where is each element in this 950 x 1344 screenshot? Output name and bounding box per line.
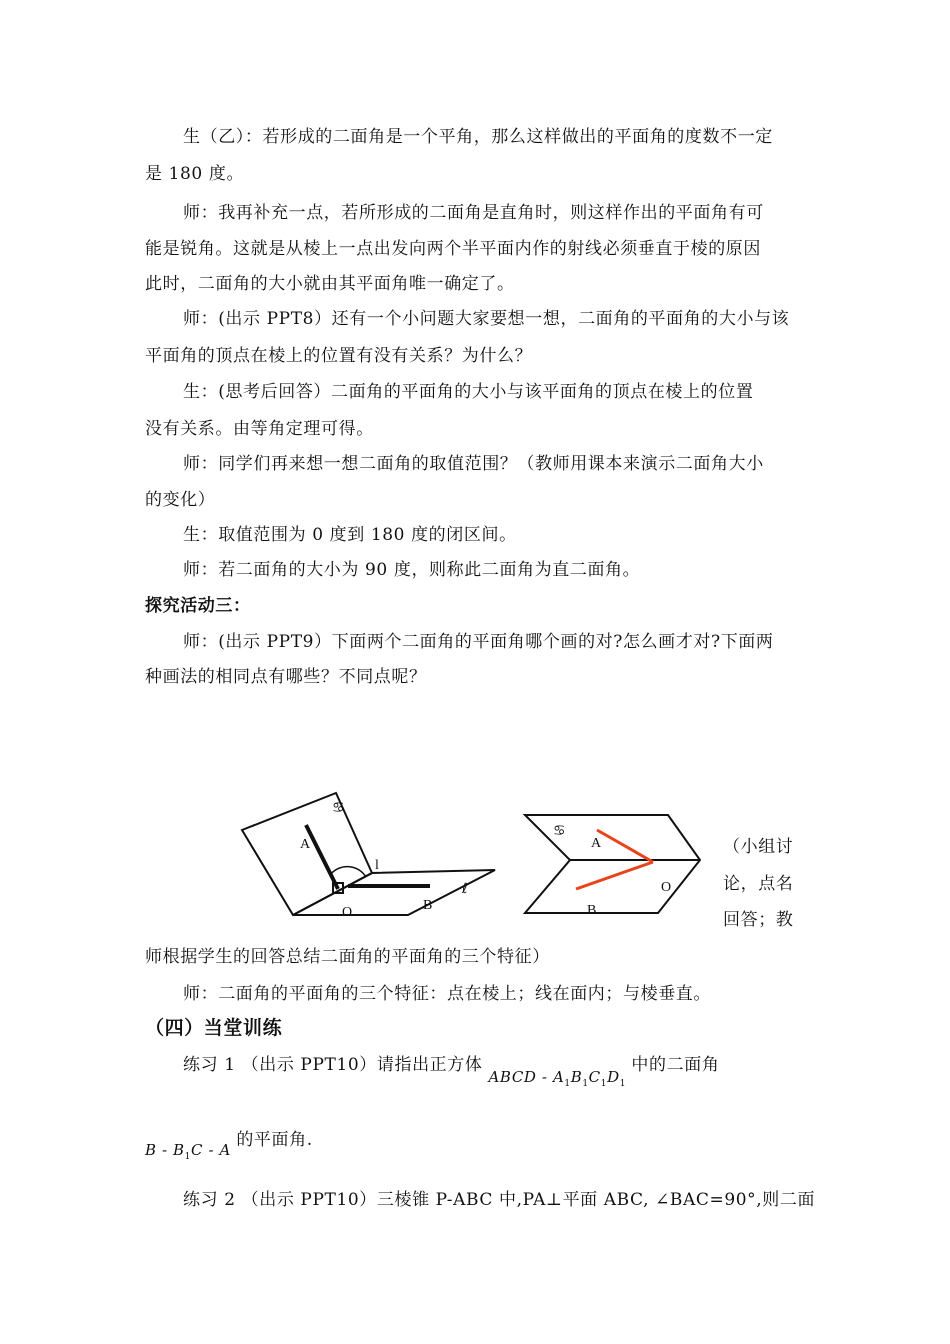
paragraph-line: 此时，二面角的大小就由其平面角唯一确定了。	[145, 274, 515, 294]
exercise-1-angle	[145, 1128, 313, 1162]
cube-expression: ABCD - $A_1B_1C_1D_1$	[488, 1068, 627, 1089]
left-label-l: l	[375, 858, 379, 873]
side-note-line: 论，点名	[723, 874, 794, 894]
paragraph-line: 师：(出示 PPT9）下面两个二面角的平面角哪个画的对?怎么画才对?下面两	[183, 632, 774, 652]
exercise-1	[183, 1053, 720, 1089]
left-label-b: B	[423, 898, 433, 913]
right-label-b: B	[587, 903, 597, 918]
paragraph-line: 生：取值范围为 0 度到 180 度的闭区间。	[183, 525, 517, 545]
section-3-title: 探究活动三：	[145, 596, 251, 616]
left-ray-a	[306, 825, 338, 889]
left-label-o: O	[342, 905, 353, 920]
side-note-line: （小组讨	[723, 837, 794, 857]
exercise-1-tail: 的平面角.	[236, 1130, 313, 1150]
side-note-line: 回答；教	[723, 910, 794, 930]
right-outline	[525, 815, 700, 913]
right-ray-a	[597, 830, 653, 862]
section-4-title: （四）当堂训练	[145, 1017, 283, 1039]
left-upper-plane	[242, 793, 372, 915]
paragraph-line: 是 180 度。	[145, 164, 245, 184]
left-angle-arc	[330, 867, 366, 877]
right-dihedral-figure	[520, 805, 720, 925]
left-label-a: A	[300, 837, 311, 852]
paragraph-line: 能是锐角。这就是从棱上一点出发向两个半平面内作的射线必须垂直于棱的原因	[145, 239, 761, 259]
left-alpha-symbol: ♋	[332, 800, 345, 816]
paragraph-line: 师根据学生的回答总结二面角的平面角的三个特征）	[145, 947, 550, 967]
right-ray-b	[576, 862, 653, 889]
right-alpha-symbol: ♋	[553, 823, 566, 839]
paragraph-line: 种画法的相同点有哪些？不同点呢？	[145, 667, 427, 687]
paragraph-line: 师：我再补充一点，若所形成的二面角是直角时，则这样作出的平面角有可	[183, 203, 764, 223]
paragraph-line: 生（乙）：若形成的二面角是一个平角，那么这样做出的平面角的度数不一定	[183, 127, 773, 147]
paragraph-line: 师：同学们再来想一想二面角的取值范围？（教师用课本来演示二面角大小	[183, 454, 764, 474]
paragraph-line: 的变化）	[145, 490, 216, 510]
exercise-2: 练习 2 （出示 PPT10）三棱锥 P-ABC 中,PA⊥平面 ABC, ∠BAC=90°,则二面	[183, 1190, 816, 1210]
paragraph-line: 平面角的顶点在棱上的位置有没有关系？为什么？	[145, 346, 533, 366]
right-label-a: A	[591, 836, 602, 851]
paragraph-line: 师：(出示 PPT8）还有一个小问题大家要想一想，二面角的平面角的大小与该	[183, 309, 790, 329]
paragraph-line: 师：若二面角的大小为 90 度，则称此二面角为直二面角。	[183, 560, 641, 580]
left-dihedral-figure	[230, 785, 510, 925]
right-label-o: O	[661, 880, 672, 895]
exercise-1-suffix: 中的二面角	[631, 1055, 720, 1075]
paragraph-line: 没有关系。由等角定理可得。	[145, 419, 374, 439]
exercise-1-prefix: 练习 1 （出示 PPT10）请指出正方体	[183, 1055, 483, 1075]
left-beta-symbol: ℓ	[462, 881, 468, 897]
features-line: 师：二面角的平面角的三个特征：点在棱上；线在面内；与棱垂直。	[183, 984, 711, 1004]
angle-expression: B - $B_1C$ - A	[145, 1141, 231, 1162]
paragraph-line: 生：(思考后回答）二面角的平面角的大小与该平面角的顶点在棱上的位置	[183, 382, 754, 402]
